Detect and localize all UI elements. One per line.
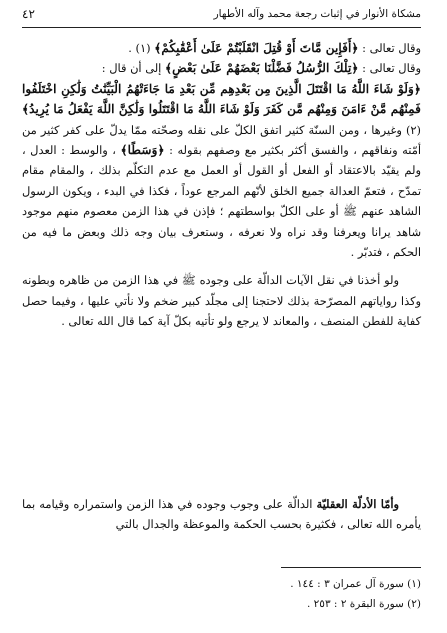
- verse-long: ﴿وَلَوْ شَاءَ اللَّهُ مَا اقْتَتَلَ الَّذِينَ مِن بَعْدِهِم مِّن بَعْدِ مَا جَاءَتْهُمُ الْبَيِّنَٰتُ وَلَٰكِنِ اخْتَلَفُوا فَمِنْهُم مَّنْ ءَامَنَ وَمِنْهُم مَّن كَفَرَ وَلَوْ شَاءَ اللَّهُ مَا اقْتَتَلُوا وَلَٰكِنَّ اللَّهَ يَفْعَلُ مَا يُرِيدُ﴾: [22, 81, 421, 117]
- verse-2-tail: إلى أن قال :: [101, 61, 165, 76]
- verse-1-ref: (١) .: [128, 41, 155, 55]
- paragraph-2: ولو أخذنا في نقل الآيات الدالّة على وجوده ﷺ في هذا الزمن من ظاهره وبطونه وكذا رواياتهم المصرّحة بذلك لاحتجنا إلى مجلّد كبير ضخم ولا نأتي عليها ، وفيما حصل كفاية للفطن المنصف ، والمعاند لا يرجع ولو تأتيه بكلّ آية كما قال الله تعالى .: [22, 273, 421, 329]
- verse-1-intro: وقال تعالى :: [358, 41, 421, 55]
- verse-2-text: ﴿تِلْكَ الرُّسُلُ فَضَّلْنَا بَعْضَهُمْ عَلَىٰ بَعْضٍ﴾: [164, 61, 359, 76]
- verse-2-intro: وقال تعالى :: [358, 61, 421, 76]
- section-text: الدالّة على وجوب وجوده في هذا الزمن واستمراره وقيامه بما يأمره الله تعالى ، فكثيرة بحسب الحكمة والموعظة والجدال بالتي: [22, 497, 421, 532]
- page-header: [22, 6, 421, 22]
- section-heading: وأمّا الأدلّة العقليّة: [316, 497, 399, 511]
- header-divider: [22, 27, 421, 28]
- running-title: مشكاة الأنوار في إثبات رجعة محمد وآله الأطهار: [213, 8, 421, 20]
- verse-wasat: ﴿وَسَطًا﴾: [120, 143, 165, 158]
- paragraph-1: [22, 79, 421, 263]
- footnote-2: (٢) سورة البقرة ٢ : ٢٥٣ .: [306, 598, 421, 610]
- main-text: [22, 38, 421, 332]
- footnotes: [22, 574, 421, 614]
- footnote-divider: [281, 567, 421, 568]
- section-rational-proofs: [22, 494, 421, 535]
- paragraph-1-part-b: ، والوسط : العدل ، ولم يقيّد بالاعتقاد أو الفعل أو القول أو العمل مع عدم التكلّم بذلك ، والمقام مقام تمدّح ، فتعمّ العدالة جميع الخلق لأنّهم المرجع عوداً ، فكذا في البدء ، ويكون الرسول الشاهد عنهم ﷺ أو على الكلّ بواسطتهم ؛ فإذن في هذا الزمن معصوم منهم موجود شاهد يرانا ويعرفنا وقد نراه ولا نعرفه ، وستعرف بيان وجه ذلك وبعض ما فيه من الحكم ، فتدبّر .: [22, 143, 421, 260]
- section-paragraph: [22, 494, 421, 535]
- verse-line-2: [22, 58, 421, 78]
- footnote-1: (١) سورة آل عمران ٣ : ١٤٤ .: [290, 578, 421, 590]
- verse-1-text: ﴿أَفَإِين مَّاتَ أَوْ قُتِلَ انْقَلَبْتُمْ عَلَىٰ أَعْقَٰبِكُمْ﴾: [154, 41, 359, 55]
- page-number: ٤٢: [22, 7, 35, 21]
- paragraph-1-part-a: (٢) وغيرها ، ومن السنّة كثير اتفق الكلّ على نقله وصحّته ممّا يدلّ على كفر كثير من أمّته ونفاقهم ، والفسق أكثر بكثير مع وصفهم بقوله :: [22, 122, 421, 158]
- verse-line-1: [22, 38, 421, 58]
